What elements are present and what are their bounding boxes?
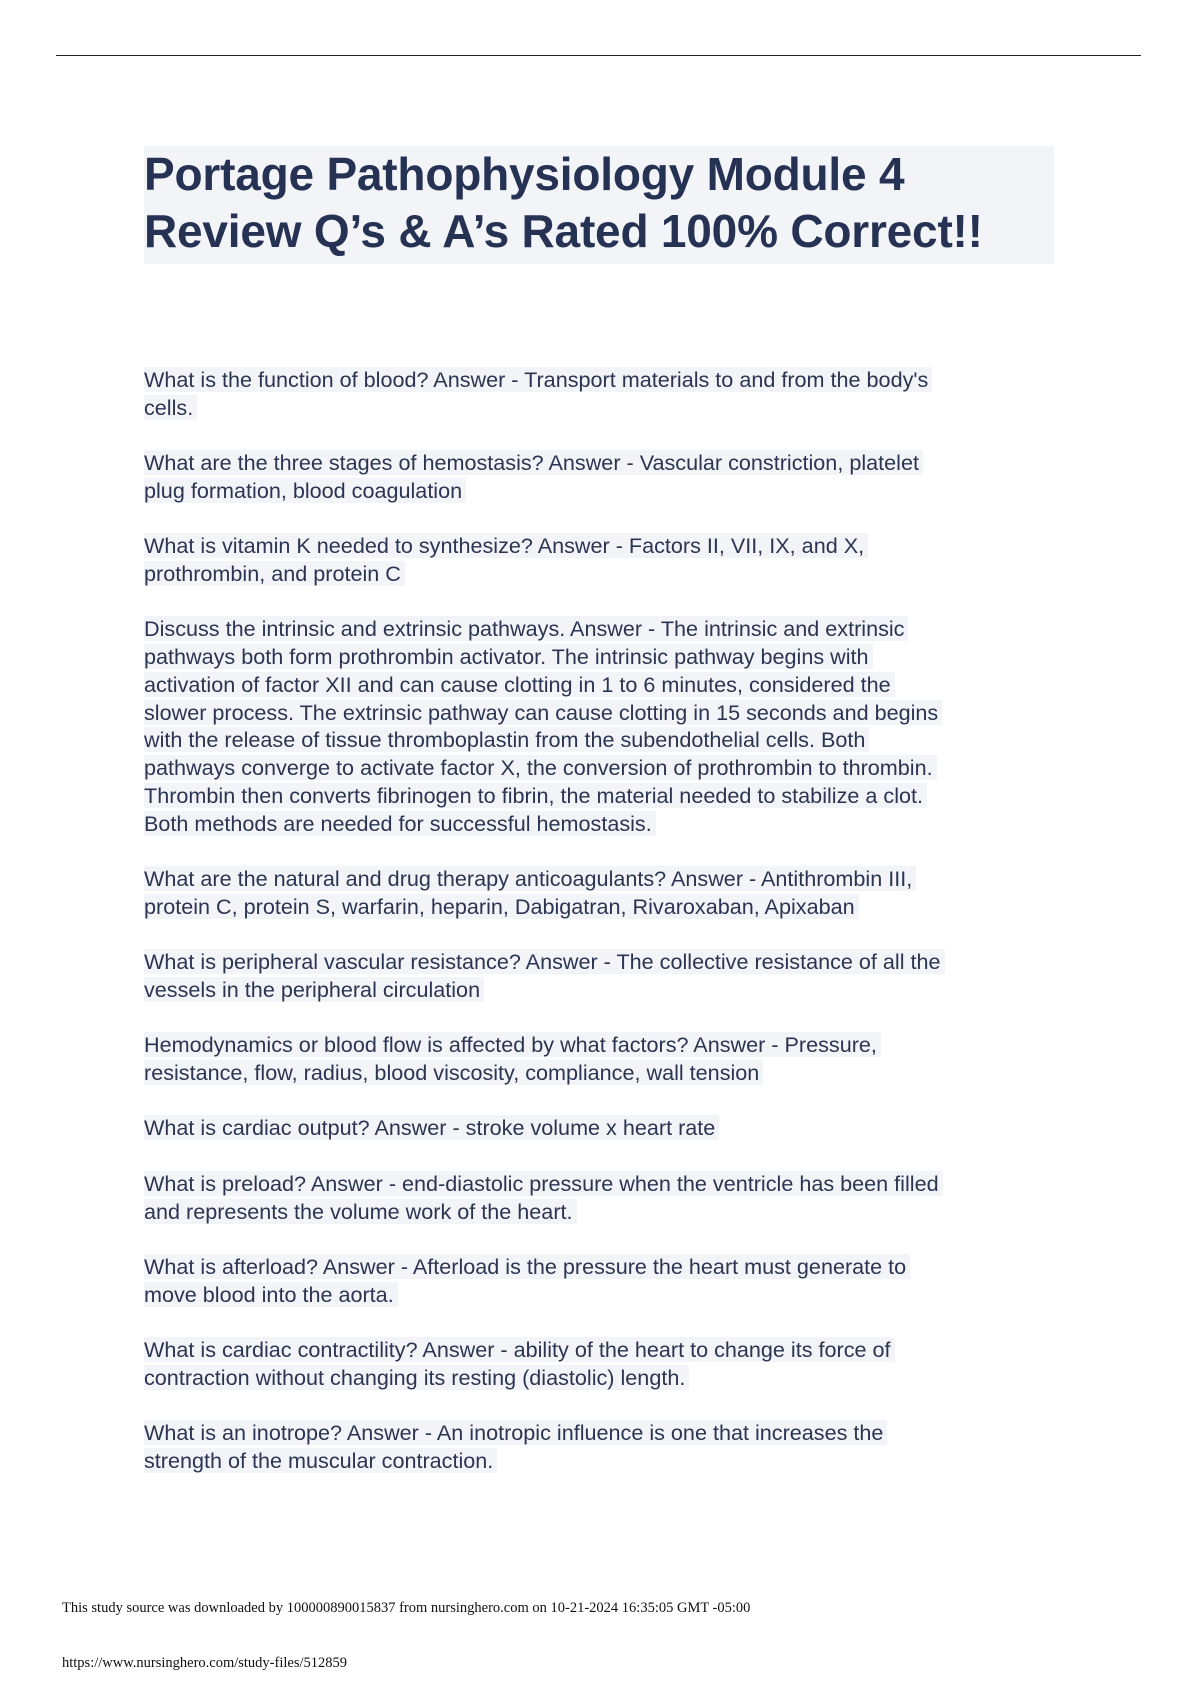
qa-item-anticoagulants [144, 865, 1059, 921]
qa-text-line: What is cardiac output? Answer - stroke volume x heart rate [144, 1115, 719, 1140]
qa-item-blood-function [144, 366, 1059, 422]
qa-item-contractility [144, 1336, 1059, 1392]
qa-text-line: What is the function of blood? Answer - Transport materials to and from the body's [144, 367, 932, 392]
qa-item-afterload [144, 1253, 1059, 1309]
footer-url: https://www.nursinghero.com/study-files/512859 [62, 1655, 348, 1671]
qa-text-line: with the release of tissue thromboplastin from the subendothelial cells. Both [144, 727, 869, 752]
qa-text-line: protein C, protein S, warfarin, heparin, Dabigatran, Rivaroxaban, Apixaban [144, 894, 859, 919]
footer-download-note: This study source was downloaded by 100000890015837 from nursinghero.com on 10-21-2024 16:35:05 GMT -05:00 [62, 1600, 751, 1616]
header-rule [56, 55, 1141, 56]
qa-item-hemostasis-stages [144, 449, 1059, 505]
qa-text-line: What are the three stages of hemostasis? Answer - Vascular constriction, platelet [144, 450, 923, 475]
qa-item-vitamin-k [144, 532, 1059, 588]
qa-item-pathways [144, 615, 1059, 837]
qa-text-line: pathways both form prothrombin activator. The intrinsic pathway begins with [144, 644, 873, 669]
qa-text-line: What are the natural and drug therapy anticoagulants? Answer - Antithrombin III, [144, 866, 916, 891]
qa-text-line: resistance, flow, radius, blood viscosity, compliance, wall tension [144, 1060, 763, 1085]
qa-text-line: vessels in the peripheral circulation [144, 977, 484, 1002]
document-title-line-2: Review Q’s & A’s Rated 100% Correct!! [144, 205, 983, 257]
qa-text-line: slower process. The extrinsic pathway can cause clotting in 15 seconds and begins [144, 700, 942, 725]
document-title-line-1: Portage Pathophysiology Module 4 [144, 148, 905, 200]
qa-text-line: What is vitamin K needed to synthesize? Answer - Factors II, VII, IX, and X, [144, 533, 868, 558]
qa-text-line: Hemodynamics or blood flow is affected by what factors? Answer - Pressure, [144, 1032, 881, 1057]
qa-text-line: Thrombin then converts fibrinogen to fibrin, the material needed to stabilize a clot. [144, 783, 927, 808]
qa-text-line: What is peripheral vascular resistance? Answer - The collective resistance of all the [144, 949, 945, 974]
qa-text-line: strength of the muscular contraction. [144, 1448, 497, 1473]
qa-item-preload [144, 1170, 1059, 1226]
qa-text-line: What is afterload? Answer - Afterload is the pressure the heart must generate to [144, 1254, 910, 1279]
qa-list [144, 366, 1059, 1502]
document-title [144, 146, 1054, 260]
qa-item-cardiac-output [144, 1114, 1059, 1142]
qa-text-line: Both methods are needed for successful hemostasis. [144, 811, 656, 836]
qa-item-peripheral-resistance [144, 948, 1059, 1004]
qa-item-inotrope [144, 1419, 1059, 1475]
qa-text-line: Discuss the intrinsic and extrinsic pathways. Answer - The intrinsic and extrinsic [144, 616, 908, 641]
qa-text-line: What is preload? Answer - end-diastolic pressure when the ventricle has been filled [144, 1171, 943, 1196]
qa-text-line: plug formation, blood coagulation [144, 478, 466, 503]
document-title-block [144, 146, 1054, 264]
qa-text-line: and represents the volume work of the heart. [144, 1199, 577, 1224]
qa-text-line: pathways converge to activate factor X, the conversion of prothrombin to thrombin. [144, 755, 937, 780]
qa-text-line: contraction without changing its resting (diastolic) length. [144, 1365, 689, 1390]
qa-text-line: activation of factor XII and can cause clotting in 1 to 6 minutes, considered the [144, 672, 895, 697]
qa-text-line: cells. [144, 395, 197, 420]
qa-item-hemodynamics [144, 1031, 1059, 1087]
qa-text-line: What is cardiac contractility? Answer - ability of the heart to change its force of [144, 1337, 895, 1362]
qa-text-line: move blood into the aorta. [144, 1282, 398, 1307]
qa-text-line: prothrombin, and protein C [144, 561, 405, 586]
qa-text-line: What is an inotrope? Answer - An inotropic influence is one that increases the [144, 1420, 887, 1445]
